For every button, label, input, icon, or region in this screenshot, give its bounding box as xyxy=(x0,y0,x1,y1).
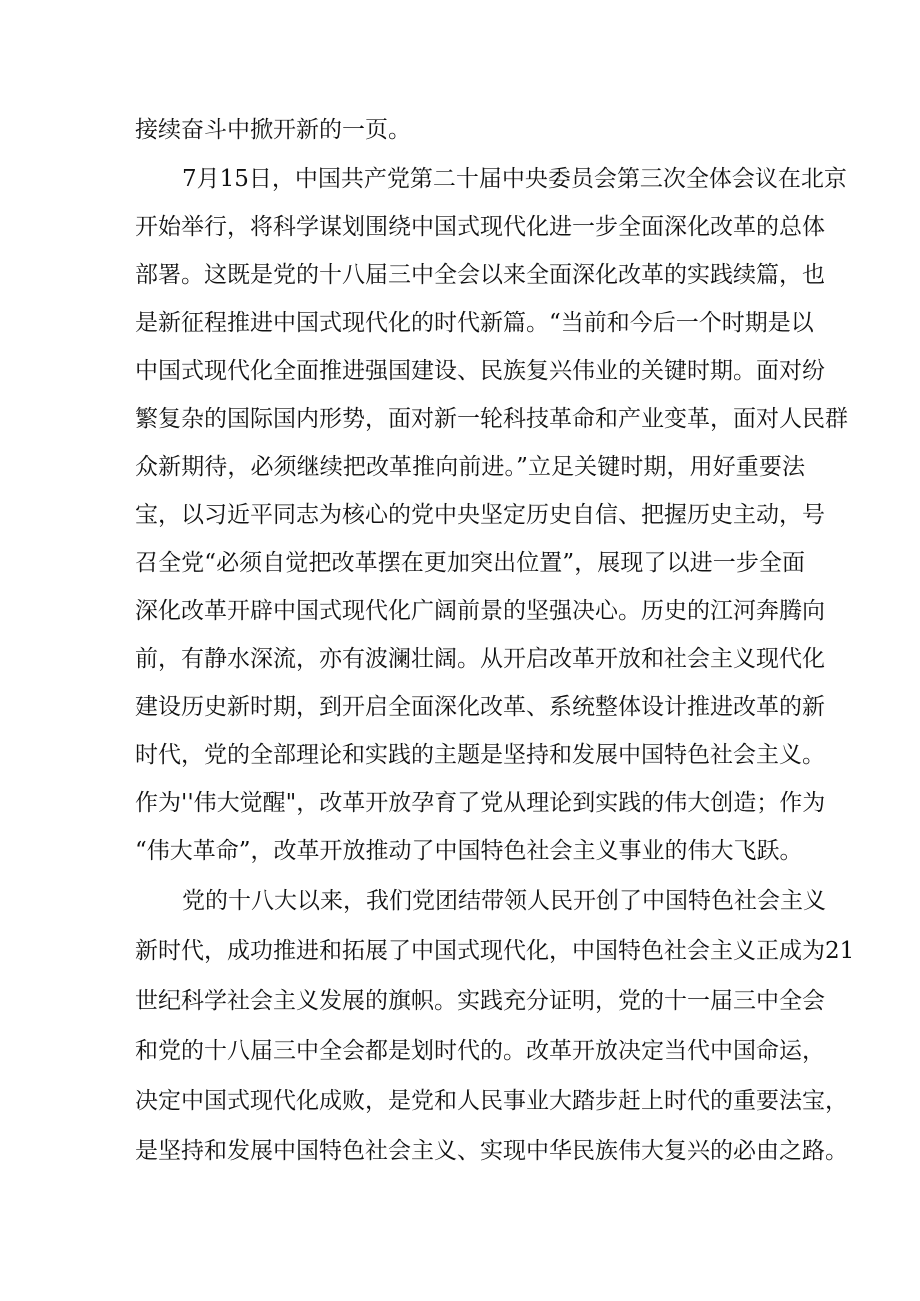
text-line: 接续奋斗中掀开新的一页。 xyxy=(135,117,411,143)
text-line: 是新征程推进中国式现代化的时代新篇。“当前和今后一个时期是以 xyxy=(135,310,814,336)
text-line: 深化改革开辟中国式现代化广阔前景的坚强决心。历史的江河奔腾向 xyxy=(135,598,825,624)
text-line: 7月15日，中国共产党第二十届中央委员会第三次全体会议在北京 xyxy=(182,166,847,192)
text-line: 作为''伟大觉醒"，改革开放孕育了党从理论到实践的伟大创造；作为 xyxy=(135,790,826,816)
text-line: 召全党“必须自觉把改革摆在更加突出位置”，展现了以进一步全面 xyxy=(135,550,805,576)
text-line: 开始举行，将科学谋划围绕中国式现代化进一步全面深化改革的总体 xyxy=(135,214,825,240)
text-line: 众新期待，必须继续把改革推向前进。”立足关键时期，用好重要法 xyxy=(135,454,805,480)
text-line: 部署。这既是党的十八届三中全会以来全面深化改革的实践续篇，也 xyxy=(135,262,825,288)
text-line: 繁复杂的国际国内形势，面对新一轮科技革命和产业变革，面对人民群 xyxy=(135,406,848,432)
text-line: 前，有静水深流，亦有波澜壮阔。从开启改革开放和社会主义现代化 xyxy=(135,646,825,672)
text-line: 中国式现代化全面推进强国建设、民族复兴伟业的关键时期。面对纷 xyxy=(135,358,825,384)
text-line: 党的十八大以来，我们党团结带领人民开创了中国特色社会主义 xyxy=(182,888,826,914)
text-line: “伟大革命”，改革开放推动了中国特色社会主义事业的伟大飞跃。 xyxy=(135,838,803,864)
text-line: 决定中国式现代化成败，是党和人民事业大踏步赶上时代的重要法宝， xyxy=(135,1088,848,1114)
text-line: 建设历史新时期，到开启全面深化改革、系统整体设计推进改革的新 xyxy=(135,694,825,720)
text-line: 世纪科学社会主义发展的旗帜。实践充分证明，党的十一届三中全会 xyxy=(135,988,825,1014)
text-line: 是坚持和发展中国特色社会主义、实现中华民族伟大复兴的必由之路。 xyxy=(135,1138,848,1164)
text-line: 宝，以习近平同志为核心的党中央坚定历史自信、把握历史主动，号 xyxy=(135,502,825,528)
text-line: 新时代，成功推进和拓展了中国式现代化，中国特色社会主义正成为21 xyxy=(135,938,855,964)
text-line: 和党的十八届三中全会都是划时代的。改革开放决定当代中国命运， xyxy=(135,1038,825,1064)
text-line: 时代，党的全部理论和实践的主题是坚持和发展中国特色社会主义。 xyxy=(135,742,825,768)
